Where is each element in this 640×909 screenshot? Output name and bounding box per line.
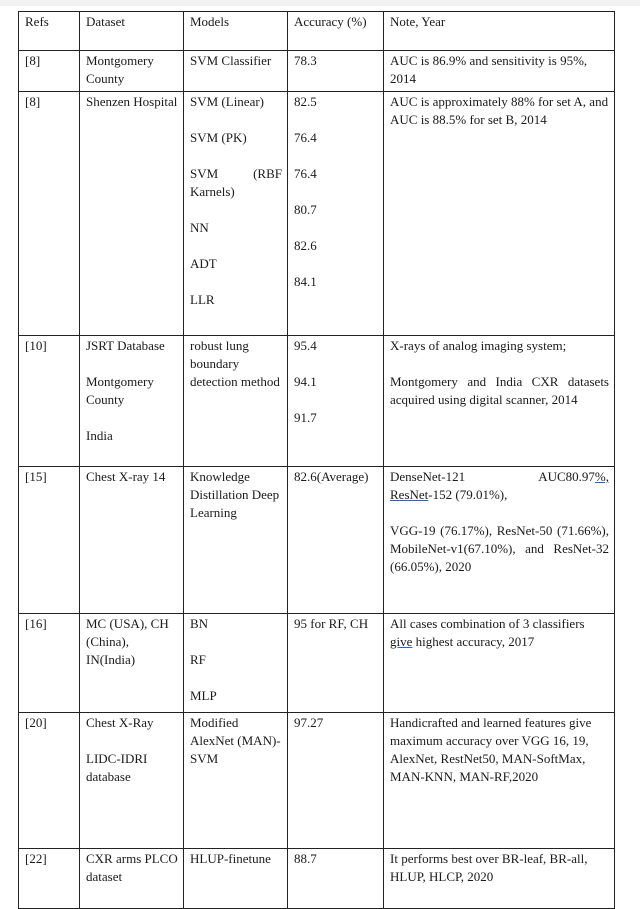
accuracy-item: 76.4: [294, 130, 317, 145]
model-item: SVM (PK): [190, 130, 247, 145]
table-row: [19, 849, 615, 909]
cell-ref: [15]: [19, 467, 80, 614]
cell-accuracy: 95 for RF, CH: [288, 614, 384, 713]
table-row: [19, 713, 615, 849]
dataset-item: India: [86, 428, 113, 443]
dataset-item: JSRT Database: [86, 338, 165, 353]
dataset-item: Montgomery County: [86, 374, 154, 407]
accuracy-item: 84.1: [294, 274, 317, 289]
accuracy-item: 94.1: [294, 374, 317, 389]
cell-dataset: Montgomery County: [80, 51, 184, 92]
header-refs: Refs: [19, 12, 80, 51]
cell-accuracy: 97.27: [288, 713, 384, 849]
header-accuracy: Accuracy (%): [288, 12, 384, 51]
cell-accuracy: [288, 336, 384, 467]
cell-dataset: Chest X-ray 14: [80, 467, 184, 614]
accuracy-item: 80.7: [294, 202, 317, 217]
cell-dataset: MC (USA), CH (China), IN(India): [80, 614, 184, 713]
cell-ref: [8]: [19, 51, 80, 92]
cell-dataset: [80, 336, 184, 467]
dataset-item: Chest X-Ray: [86, 715, 154, 730]
accuracy-item: 76.4: [294, 166, 317, 181]
cell-ref: [8]: [19, 92, 80, 336]
header-dataset: Dataset: [80, 12, 184, 51]
spellcheck-underline: %,: [594, 469, 609, 484]
table-row: [19, 336, 615, 467]
cell-accuracy: 82.6(Average): [288, 467, 384, 614]
cell-models: Modified AlexNet (MAN)-SVM: [184, 713, 288, 849]
model-item: SVM (Linear): [190, 94, 265, 109]
model-item: ADT: [190, 256, 217, 271]
model-item: MLP: [190, 688, 217, 703]
literature-comparison-table: [18, 11, 615, 909]
cell-ref: [10]: [19, 336, 80, 467]
table-header-row: [19, 12, 615, 51]
model-item: NN: [190, 220, 209, 235]
spellcheck-underline: give: [390, 634, 413, 649]
cell-note: AUC is approximately 88% for set A, and AUC is 88.5% for set B, 2014: [384, 92, 615, 336]
note-item: DenseNet-121 AUC80.97%, ResNet-152 (79.01%),: [390, 469, 609, 502]
table-row: [19, 614, 615, 713]
cell-note: AUC is 86.9% and sensitivity is 95%, 2014: [384, 51, 615, 92]
cell-models: HLUP-finetune: [184, 849, 288, 909]
table-row: [19, 92, 615, 336]
header-note-year: Note, Year: [384, 12, 615, 51]
accuracy-item: 91.7: [294, 410, 317, 425]
accuracy-item: 82.5: [294, 94, 317, 109]
cell-accuracy: 88.7: [288, 849, 384, 909]
cell-ref: [16]: [19, 614, 80, 713]
note-item: X-rays of analog imaging system;: [390, 338, 567, 353]
model-item: BN: [190, 616, 209, 631]
accuracy-item: 95.4: [294, 338, 317, 353]
note-item: Montgomery and India CXR datasets acquired using digital scanner, 2014: [390, 374, 609, 407]
cell-note: [384, 336, 615, 467]
cell-note: [384, 467, 615, 614]
model-item: RF: [190, 652, 206, 667]
cell-models: SVM Classifier: [184, 51, 288, 92]
cell-dataset: Shenzen Hospital: [80, 92, 184, 336]
header-models: Models: [184, 12, 288, 51]
dataset-item: LIDC-IDRI database: [86, 751, 148, 784]
cell-dataset: [80, 713, 184, 849]
cell-models: [184, 614, 288, 713]
top-strip: [0, 0, 640, 6]
model-item: LLR: [190, 292, 215, 307]
cell-dataset: CXR arms PLCO dataset: [80, 849, 184, 909]
cell-models: robust lung boundary detection method: [184, 336, 288, 467]
cell-accuracy: [288, 92, 384, 336]
cell-accuracy: 78.3: [288, 51, 384, 92]
cell-ref: [22]: [19, 849, 80, 909]
table-row: [19, 51, 615, 92]
cell-note: Handicrafted and learned features give maximum accuracy over VGG 16, 19, AlexNet, RestNet50, MAN-SoftMax, MAN-KNN, MAN-RF,2020: [384, 713, 615, 849]
table-row: [19, 467, 615, 614]
model-item: SVM (RBF Karnels): [190, 166, 282, 199]
note-item: VGG-19 (76.17%), ResNet-50 (71.66%), MobileNet-v1(67.10%), and ResNet-32 (66.05%), 2020: [390, 523, 609, 574]
cell-models: [184, 92, 288, 336]
spellcheck-underline: ResNet: [390, 487, 429, 502]
cell-models: Knowledge Distillation Deep Learning: [184, 467, 288, 614]
cell-note: It performs best over BR-leaf, BR-all, HLUP, HLCP, 2020: [384, 849, 615, 909]
cell-ref: [20]: [19, 713, 80, 849]
cell-note: All cases combination of 3 classifiers give highest accuracy, 2017: [384, 614, 615, 713]
accuracy-item: 82.6: [294, 238, 317, 253]
